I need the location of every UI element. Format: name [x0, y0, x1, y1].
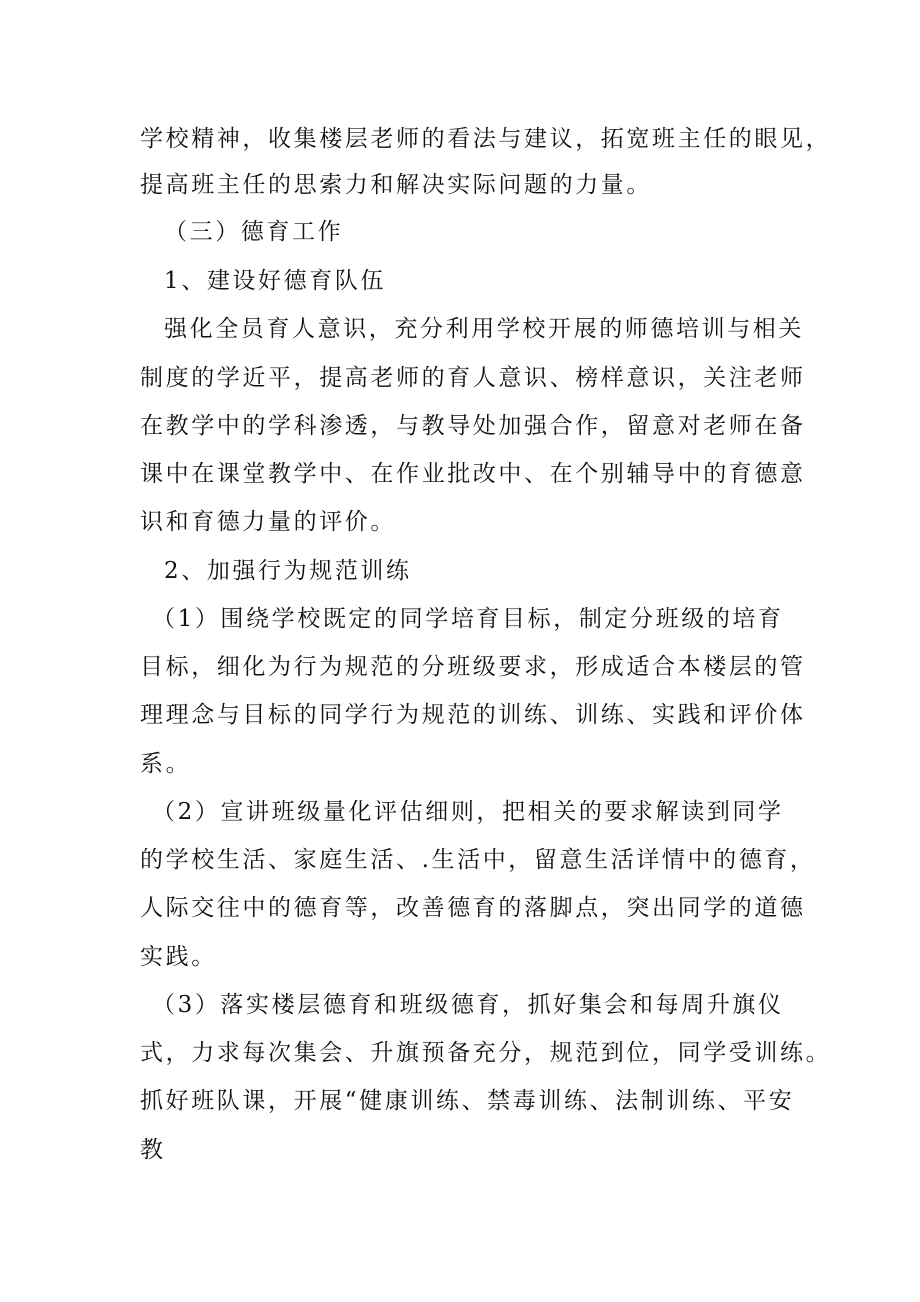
- text-line-17: 人际交往中的德育等，改善德育的落脚点，突出同学的道德: [140, 895, 806, 921]
- text-line-12: 目标，细化为行为规范的分班级要求，形成适合本楼层的管: [140, 654, 806, 680]
- text-line-11: （1）围绕学校既定的同学培育目标，制定分班级的培育: [152, 606, 784, 632]
- text-line-7: 在教学中的学科渗透，与教导处加强合作，留意对老师在备: [140, 413, 806, 439]
- text-line-9: 识和育德力量的评价。: [140, 509, 396, 535]
- text-line-1: 学校精神，收集楼层老师的看法与建议，拓宽班主任的眼见，: [140, 126, 832, 152]
- text-line-16: 的学校生活、家庭生活、.生活中，留意生活详情中的德育，: [140, 847, 816, 873]
- section-heading: （三）德育工作: [164, 219, 344, 245]
- subsection-heading-1: 1、建设好德育队伍: [164, 268, 387, 294]
- subsection-heading-2: 2、加强行为规范训练: [164, 558, 412, 584]
- text-line-15: （2）宣讲班级量化评估细则，把相关的要求解读到同学: [152, 799, 784, 825]
- text-line-5: 强化全员育人意识，充分利用学校开展的师德培训与相关: [164, 316, 804, 342]
- text-line-13: 理理念与目标的同学行为规范的训练、训练、实践和评价体: [140, 702, 806, 728]
- text-line-14: 系。: [140, 751, 192, 777]
- text-line-20: 式，力求每次集会、升旗预备充分，规范到位，同学受训练。: [140, 1040, 832, 1066]
- text-line-22: 教: [140, 1137, 166, 1163]
- text-line-18: 实践。: [140, 944, 217, 970]
- text-line-8: 课中在课堂教学中、在作业批改中、在个别辅导中的育德意: [140, 461, 806, 487]
- text-line-6: 制度的学近平，提高老师的育人意识、榜样意识，关注老师: [140, 365, 806, 391]
- text-line-2: 提高班主任的思索力和解决实际问题的力量。: [140, 172, 652, 198]
- text-line-19: （3）落实楼层德育和班级德育，抓好集会和每周升旗仪: [152, 992, 784, 1018]
- text-line-21: 抓好班队课，开展“健康训练、禁毒训练、法制训练、平安: [140, 1088, 795, 1114]
